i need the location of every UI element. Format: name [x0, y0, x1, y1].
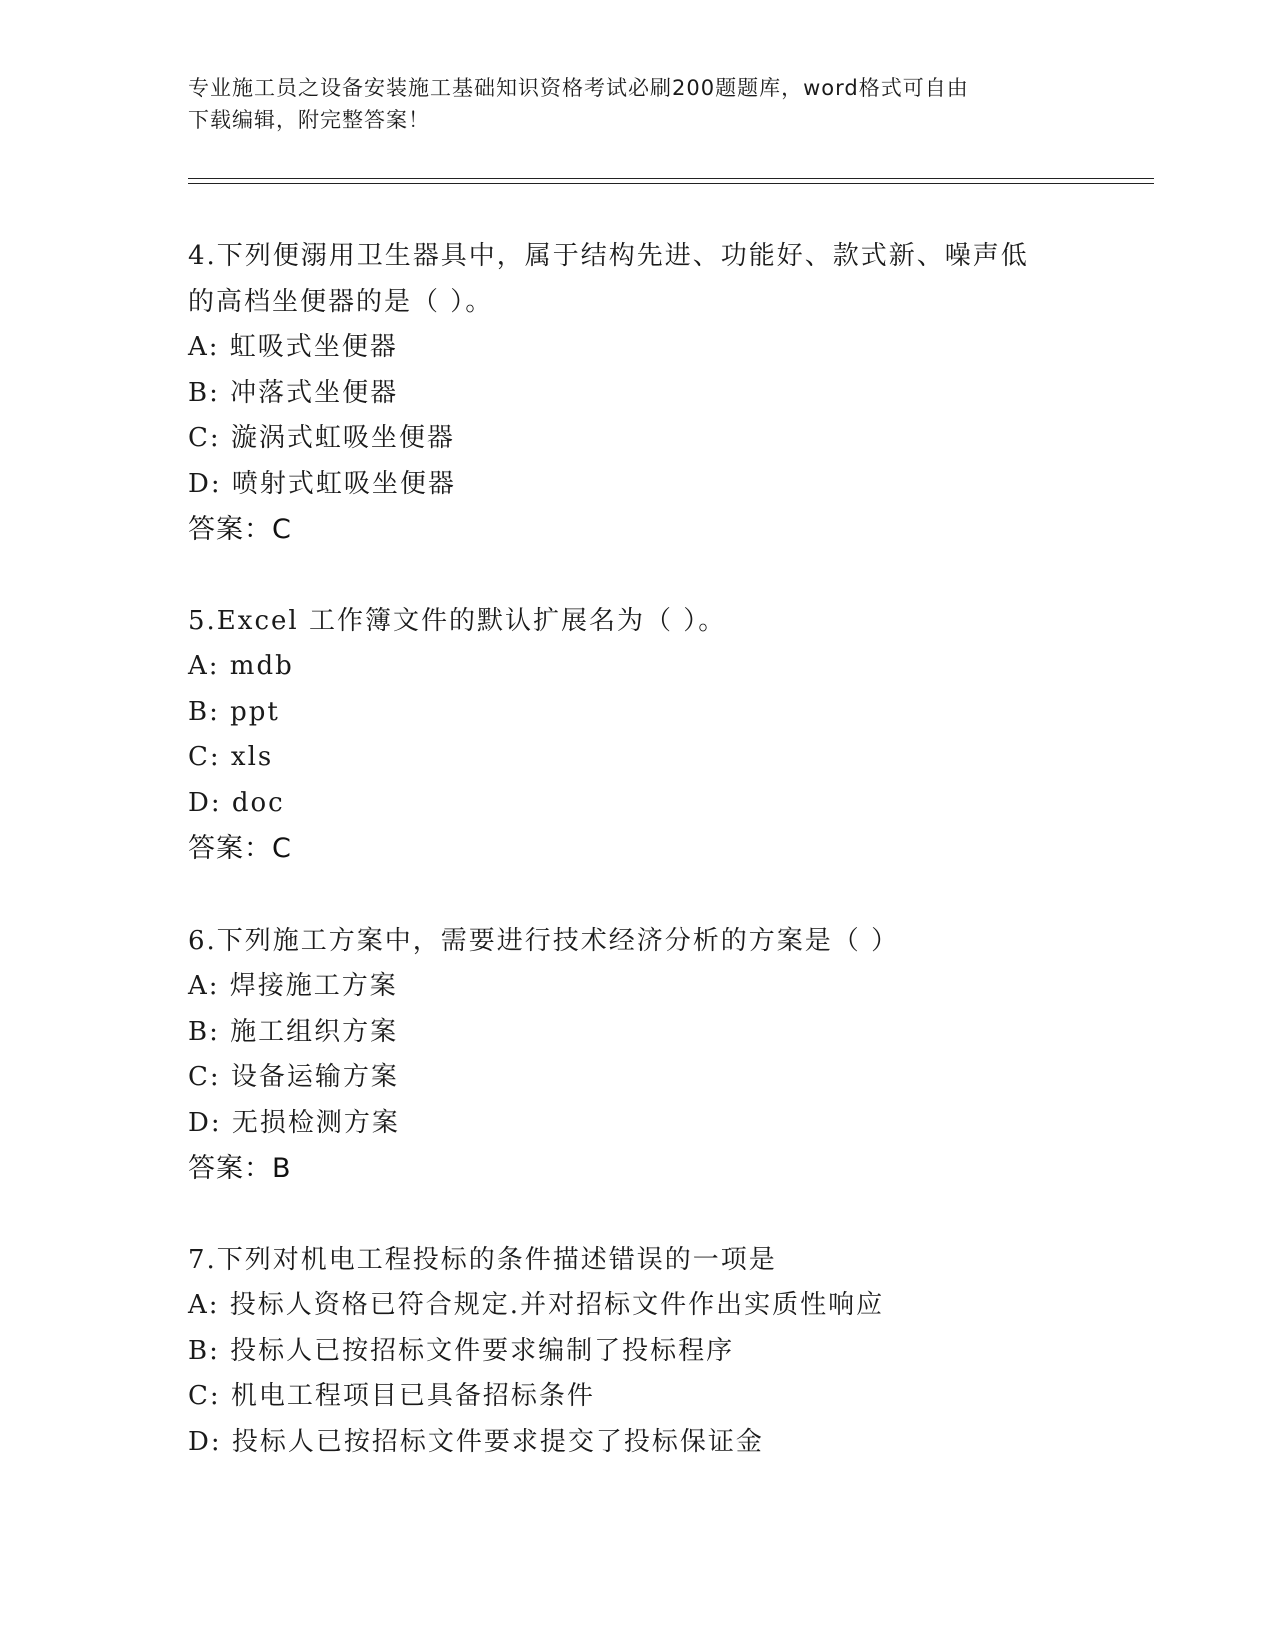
answer: 答案：C	[188, 514, 292, 545]
header-divider-top	[188, 178, 1154, 179]
header-line-1: 专业施工员之设备安装施工基础知识资格考试必刷200题题库，word格式可自由	[188, 76, 969, 100]
question-5	[188, 598, 1088, 872]
answer: 答案：B	[188, 1153, 292, 1184]
question-6	[188, 918, 1088, 1192]
question-text-continued: 的高档坐便器的是（ ）。	[188, 287, 494, 317]
option-b: B: 施工组织方案	[188, 1016, 399, 1047]
question-4	[188, 233, 1088, 553]
question-text: 6.下列施工方案中，需要进行技术经济分析的方案是（ ）	[188, 926, 900, 956]
option-c: C: 机电工程项目已具备招标条件	[188, 1381, 595, 1411]
option-d: D: 喷射式虹吸坐便器	[188, 468, 456, 499]
option-d: D: doc	[188, 787, 285, 818]
option-a: A: mdb	[188, 651, 294, 681]
option-d: D: 无损检测方案	[188, 1107, 400, 1138]
option-c: C: xls	[188, 742, 274, 772]
option-b: B: 冲落式坐便器	[188, 377, 399, 408]
option-c: C: 设备运输方案	[188, 1062, 399, 1092]
option-a: A: 焊接施工方案	[188, 971, 398, 1001]
question-text: 4.下列便溺用卫生器具中，属于结构先进、功能好、款式新、噪声低	[188, 241, 1029, 271]
option-b: B: ppt	[188, 696, 280, 727]
option-c: C: 漩涡式虹吸坐便器	[188, 423, 455, 453]
answer: 答案：C	[188, 833, 292, 864]
option-a: A: 投标人资格已符合规定.并对招标文件作出实质性响应	[188, 1290, 885, 1320]
question-text: 7.下列对机电工程投标的条件描述错误的一项是	[188, 1245, 777, 1275]
option-a: A: 虹吸式坐便器	[188, 332, 398, 362]
option-b: B: 投标人已按招标文件要求编制了投标程序	[188, 1335, 735, 1366]
header-divider-bottom	[188, 183, 1154, 184]
document-header	[188, 72, 1088, 136]
option-d: D: 投标人已按招标文件要求提交了投标保证金	[188, 1426, 764, 1457]
question-7	[188, 1237, 1088, 1465]
header-line-2: 下载编辑，附完整答案！	[188, 108, 430, 132]
question-text: 5.Excel 工作簿文件的默认扩展名为（ ）。	[188, 606, 727, 636]
